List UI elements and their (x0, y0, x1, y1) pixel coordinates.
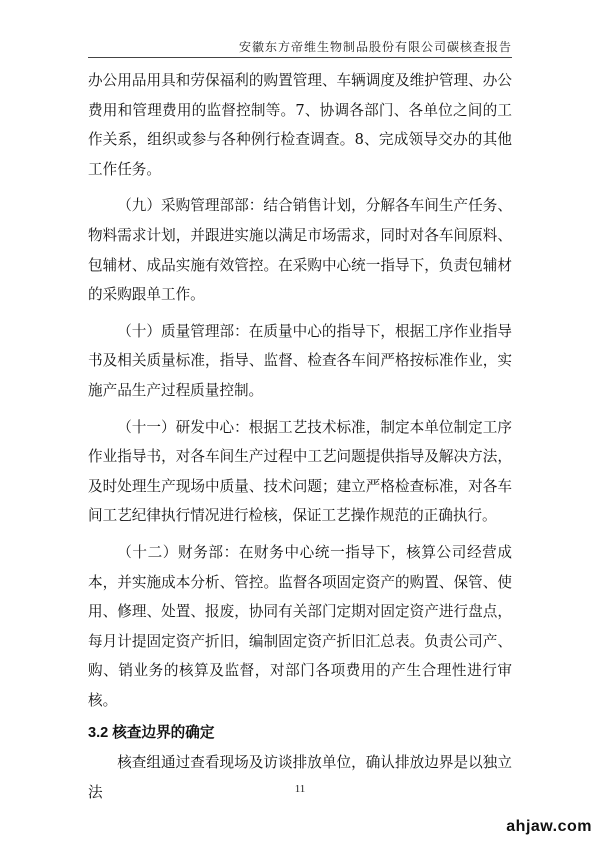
paragraph-continued: 办公用品用具和劳保福利的购置管理、车辆调度及维护管理、办公费用和管理费用的监督控制等。7、协调各部门、各单位之间的工作关系，组织或参与各种例行检查调查。8、完成领导交办的其他工作任务。 (88, 72, 512, 178)
header-rule (88, 57, 512, 58)
section-number: 3.2 (88, 725, 109, 742)
section-heading (88, 720, 512, 746)
site-watermark: ahjaw.com (506, 818, 592, 835)
section-title: 核查边界的确定 (112, 724, 215, 742)
paragraph-quality: （十）质量管理部：在质量中心的指导下，根据工序作业指导书及相关质量标准，指导、监督、检查各车间严格按标准作业，实施产品生产过程质量控制。 (88, 322, 512, 399)
paragraph-rnd: （十一）研发中心：根据工艺技术标准，制定本单位制定工序作业指导书，对各车间生产过程中工艺问题提供指导及解决方法，及时处理生产现场中质量、技术问题；建立严格检查标准，对各车间工艺纪律执行情况进行检核，保证工艺操作规范的正确执行。 (88, 418, 512, 525)
running-header: 安徽东方帝维生物制品股份有限公司碳核查报告 (238, 40, 512, 54)
paragraph-finance: （十二）财务部：在财务中心统一指导下，核算公司经营成本，并实施成本分析、管控。监督各项固定资产的购置、保管、使用、修理、处置、报废，协同有关部门定期对固定资产进行盘点，每月计提固定资产折旧，编制固定资产折旧汇总表。负责公司产、购、销业务的核算及监督，对部门各项费用的产生合理性进行审核。 (88, 543, 512, 709)
paragraph-boundary: 核查组通过查看现场及访谈排放单位，确认排放边界是以独立法 (88, 754, 512, 802)
page-number: 11 (294, 783, 306, 795)
paragraph-procurement: （九）采购管理部部：结合销售计划，分解各车间生产任务、物料需求计划，并跟进实施以满足市场需求，同时对各车间原料、包辅材、成品实施有效管控。在采购中心统一指导下，负责包辅材的采购跟单工作。 (88, 197, 512, 304)
document-body (88, 66, 512, 808)
